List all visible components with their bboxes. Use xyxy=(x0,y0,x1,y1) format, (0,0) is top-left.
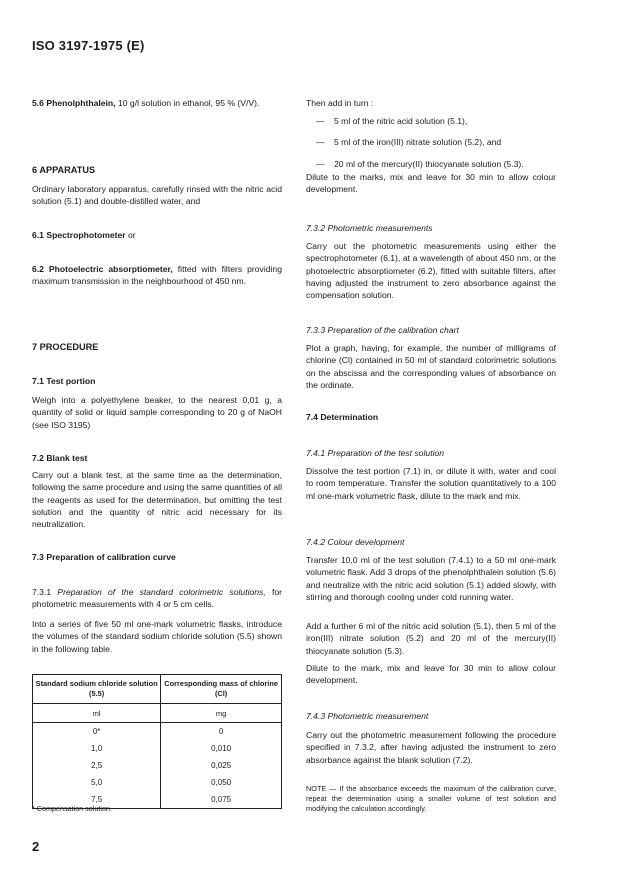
then-add-intro: Then add in turn : xyxy=(306,98,374,108)
section-6-heading: 6 APPARATUS xyxy=(32,165,96,175)
section-7-3-3-text: Plot a graph, having, for example, the number of milligrams of chlorine (Cl) contained in 50 ml of standard colorimetric solutions on the abscissa and the corresponding values of absorbance on the ordinate. xyxy=(306,343,556,390)
document-header: ISO 3197-1975 (E) xyxy=(32,38,145,53)
section-7-heading: 7 PROCEDURE xyxy=(32,342,99,352)
table-cell: 0,075 xyxy=(161,791,282,809)
section-7-4-2-text: Transfer 10,0 ml of the test solution (7.4.1) to a 50 ml one-mark volumetric flask. Add 3 drops of the phenolphthalein solution (5.6) and neutralize with the nitric acid solution (5.1) added slowly, with stirring and thorough cooling under cold running water. xyxy=(306,555,556,602)
section-5-6-number: 5.6 xyxy=(32,98,44,108)
dilute-paragraph: Dilute to the marks, mix and leave for 30 min to allow colour development. xyxy=(306,172,556,195)
table-cell: 0,050 xyxy=(161,774,282,791)
table-cell: 1,0 xyxy=(33,740,161,757)
section-7-4-2-heading: 7.4.2 Colour development xyxy=(306,537,405,547)
table-cell: 0* xyxy=(33,723,161,741)
page-number: 2 xyxy=(32,839,40,854)
section-7-2-text: Carry out a blank test, at the same time as the determination, following the same procedure and using the same quantities of all the reagents as used for the determination, but omitting the test solution and the quantity of nitric acid necessary for its neutralization. xyxy=(32,470,282,530)
table-row xyxy=(33,723,282,741)
table-cell: 0,025 xyxy=(161,757,282,774)
section-7-4-2-paragraph-2: Add a further 6 ml of the nitric acid solution (5.1), then 5 ml of the iron(III) nitrate solution (5.2) and 20 ml of the mercury(II) thiocyanate solution (5.3). xyxy=(306,621,556,656)
table-cell: 0,010 xyxy=(161,740,282,757)
table-unit-col1: ml xyxy=(33,704,161,723)
section-7-4-3-text: Carry out the photometric measurement following the procedure specified in 7.3.2, after having adjusted the instrument to zero absorbance against the blank solution (7.2). xyxy=(306,730,556,765)
section-7-4-3-heading: 7.4.3 Photometric measurement xyxy=(306,711,429,721)
table-footnote: * Compensation solution. xyxy=(32,804,112,813)
section-6-text: Ordinary laboratory apparatus, carefully rinsed with the nitric acid solution (5.1) and double-distilled water, and xyxy=(32,184,282,207)
list-item: — 5 ml of the nitric acid solution (5.1), xyxy=(306,115,556,127)
section-7-3-1-number: 7.3.1 xyxy=(32,587,52,597)
table-header-col2: Corresponding mass of chlorine (Cl) xyxy=(161,675,282,704)
section-6-2 xyxy=(32,263,282,288)
note: NOTE — If the absorbance exceeds the maximum of the calibration curve, repeat the determination using a smaller volume of test solution and modifying the calculation accordingly. xyxy=(306,784,556,813)
table-cell: 2,5 xyxy=(33,757,161,774)
section-7-2-heading: 7.2 Blank test xyxy=(32,453,88,463)
section-7-3-1-text: for photometric measurements with 4 or 5 cm cells. xyxy=(32,587,282,610)
section-6-1-tail: or xyxy=(128,230,136,240)
section-7-3-1-title: Preparation of the standard colorimetric solutions, xyxy=(57,587,266,597)
section-6-2-title: 6.2 Photoelectric absorptiometer, xyxy=(32,264,173,274)
list-item: — 20 ml of the mercury(II) thiocyanate solution (5.3). xyxy=(306,158,556,170)
section-7-4-heading: 7.4 Determination xyxy=(306,412,379,422)
section-6-1-title: 6.1 Spectrophotometer xyxy=(32,230,126,240)
section-7-3-3-heading: 7.3.3 Preparation of the calibration chart xyxy=(306,325,459,335)
section-5-6 xyxy=(32,97,282,109)
section-7-3-1 xyxy=(32,586,282,611)
section-5-6-title: Phenolphthalein, xyxy=(46,98,116,108)
table-row xyxy=(33,774,282,791)
section-7-3-2-text: Carry out the photometric measurements using either the spectrophotometer (6.1), at a wavelength of about 450 nm, or the photoelectric absorptiometer (6.2), fitted with suitable filters, after having adjusted the instrument to zero absorbance against the compensation solution. xyxy=(306,241,556,301)
section-6-1 xyxy=(32,229,282,241)
table-cell: 7,5 xyxy=(33,791,161,809)
list-item: — 5 ml of the iron(III) nitrate solution (5.2), and xyxy=(306,136,556,148)
table-row xyxy=(33,757,282,774)
calibration-table xyxy=(32,674,282,809)
table-row xyxy=(33,740,282,757)
section-7-1-heading: 7.1 Test portion xyxy=(32,376,96,386)
section-7-1-text: Weigh into a polyethylene beaker, to the nearest 0,01 g, a quantity of solid or liquid sample corresponding to 20 g of NaOH (see ISO 3195) xyxy=(32,395,282,430)
section-6-2-text: fitted with filters providing maximum transmission in the neighbourhood of 450 nm. xyxy=(32,264,282,287)
reagent-list xyxy=(306,115,556,179)
section-7-3-2-heading: 7.3.2 Photometric measurements xyxy=(306,223,433,233)
table-header-col1: Standard sodium chloride solution (5.5) xyxy=(33,675,161,704)
table-cell: 0 xyxy=(161,723,282,741)
section-5-6-text: 10 g/l solution in ethanol, 95 % (V/V). xyxy=(117,98,260,108)
table-cell: 5,0 xyxy=(33,774,161,791)
section-7-4-1-heading: 7.4.1 Preparation of the test solution xyxy=(306,448,445,458)
section-7-3-1-paragraph: Into a series of five 50 ml one-mark volumetric flasks, introduce the volumes of the standard sodium chloride solution (5.5) shown in the following table. xyxy=(32,619,282,654)
section-7-3-heading: 7.3 Preparation of calibration curve xyxy=(32,552,176,562)
table-unit-col2: mg xyxy=(161,704,282,723)
section-7-4-1-text: Dissolve the test portion (7.1) in, or dilute it with, water and cool to room temperature. Transfer the solution quantitatively to a 100 ml one-mark volumetric flask, dilute to the mark and mix. xyxy=(306,466,556,501)
section-7-4-2-paragraph-3: Dilute to the mark, mix and leave for 30 min to allow colour development. xyxy=(306,663,556,686)
